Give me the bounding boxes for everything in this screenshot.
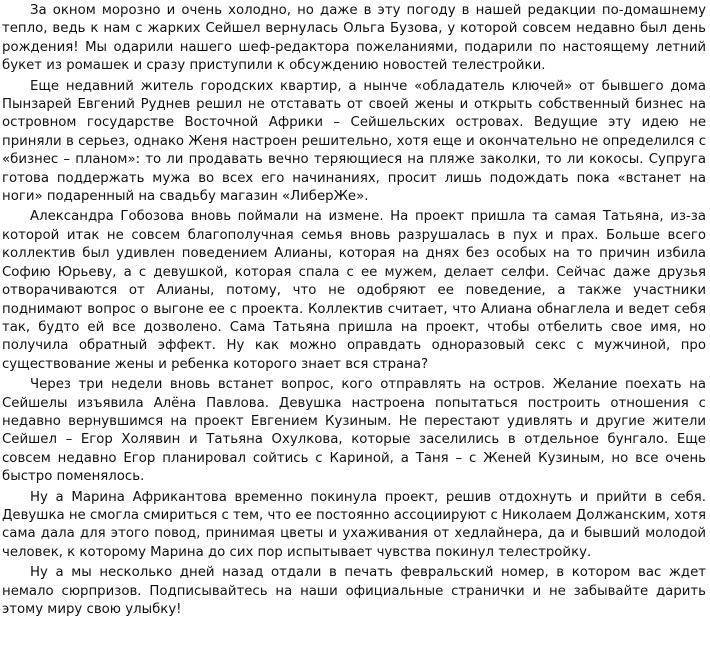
paragraph-closing: Ну а мы несколько дней назад отдали в печать февральский номер, в котором вас ждет немало сюрпризов. Подписывайтесь на наши официальные странички и не забывайте дарить этому миру свою улыбку!	[2, 565, 706, 617]
article-body	[2, 2, 706, 621]
paragraph-afrikantova: Ну а Марина Африкантова временно покинула проект, решив отдохнуть и прийти в себя. Девушка не смогла смириться с тем, что ее постоянно ассоциируют с Николаем Должанским, хотя сама дала для этого повод, принимая цветы и ухаживания от хедлайнера, да и бывший молодой человек, к которому Марина до сих пор испытывает чувства покинул телестройку.	[2, 489, 706, 560]
paragraph-seychelles: Через три недели вновь встанет вопрос, кого отправлять на остров. Желание поехать на Сейшелы изъявила Алёна Павлова. Девушка настроена попытаться построить отношения с недавно вернувшимся на проект Евгением Кузиным. Не перестают удивлять и другие жители Сейшел – Егор Холявин и Татьяна Охулкова, которые заселились в отдельное бунгало. Еще совсем недавно Егор планировал сойтись с Кариной, а Таня – с Женей Кузиным, но все очень быстро поменялось.	[2, 377, 706, 485]
paragraph-gobozov: Александра Гобозова вновь поймали на измене. На проект пришла та самая Татьяна, из-за которой итак не совсем благополучная семья вновь разрушалась в пух и прах. Больше всего коллектив был удивлен поведением Алианы, которая на днях без особых на то причин избила Софию Юрьеву, а с девушкой, которая спала с ее мужем, делает селфи. Сейчас даже друзья отворачиваются от Алианы, потому, что не одобряют ее поведение, а также участники поднимают вопрос о выгоне ее с проекта. Коллектив считает, что Алиана обнаглела и ведет себя так, будто ей все дозволено. Сама Татьяна пришла на проект, чтобы отбелить свое имя, но получила обратный эффект. Ну как можно оправдать одноразовый секс с мужчиной, про существование жены и ребенка которого знает вся страна?	[2, 209, 706, 372]
paragraph-rudnev: Еще недавний житель городских квартир, а нынче «обладатель ключей» от бывшего дома Пынзарей Евгений Руднев решил не отставать от своей жены и открыть собственный бизнес на островном государстве Восточной Африки – Сейшельских островах. Ведущие эту идею не приняли в серьез, однако Женя настроен решительно, хотя еще и окончательно не определился с «бизнес – планом»: то ли продавать вечно теряющиеся на пляже заколки, то ли кокосы. Супруга готова поддержать мужа во всех его начинаниях, просит лишь подождать пока «встанет на ноги» подаренный на свадьбу магазин «ЛиберЖе».	[2, 78, 706, 205]
paragraph-intro: За окном морозно и очень холодно, но даже в эту погоду в нашей редакции по-домашнему тепло, ведь к нам с жарких Сейшел вернулась Ольга Бузова, у которой совсем недавно был день рождения! Мы одарили нашего шеф-редактора пожеланиями, подарили по настоящему летний букет из ромашек и сразу приступили к обсуждению новостей телестройки.	[2, 3, 706, 74]
